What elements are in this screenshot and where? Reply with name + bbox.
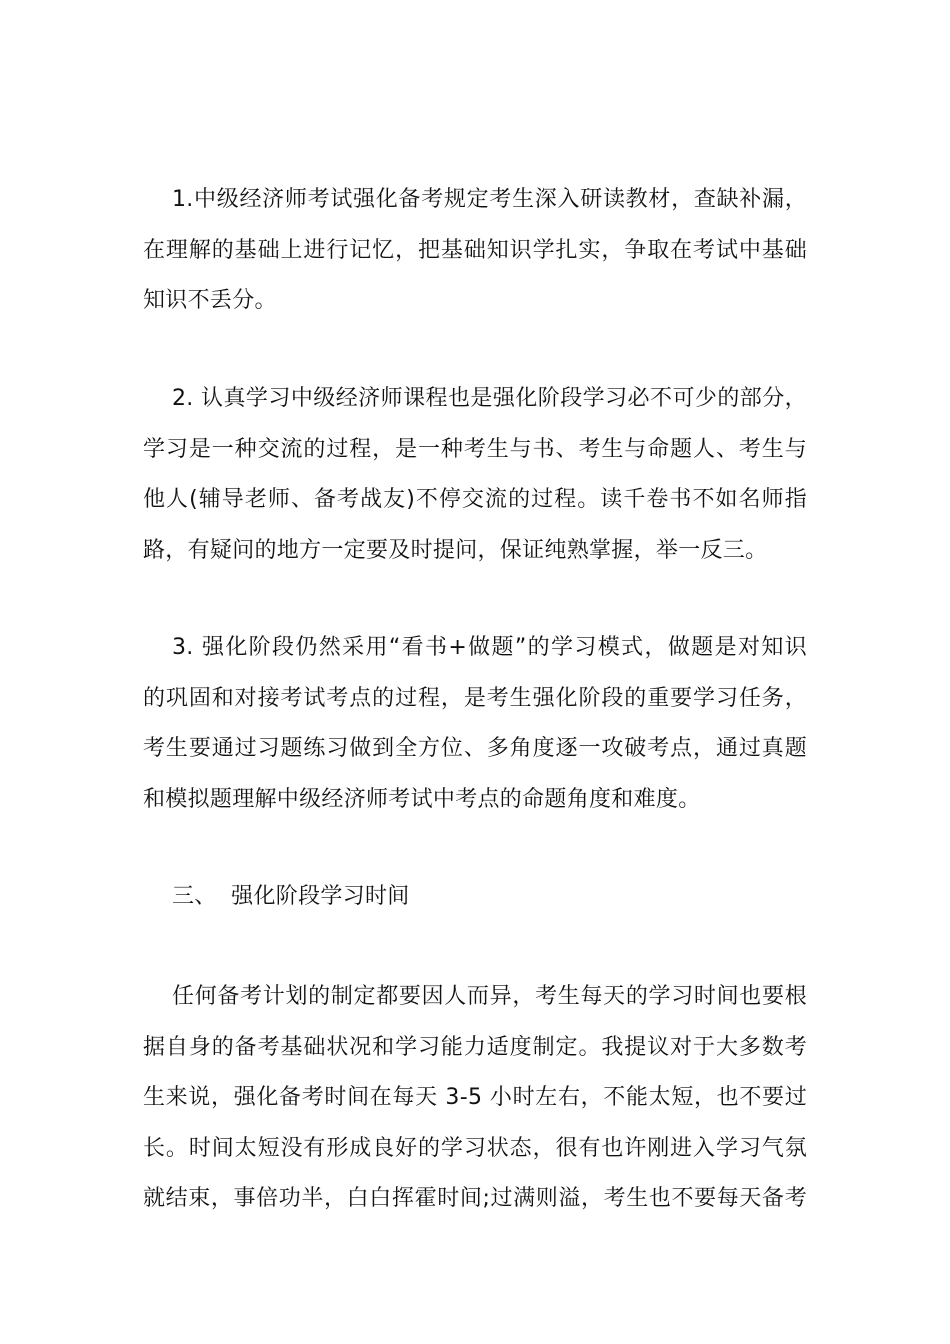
paragraph-line: 生来说，强化备考时间在每天 3-5 小时左右，不能太短，也不要过 bbox=[143, 1085, 807, 1110]
paragraph-line: 任何备考计划的制定都要因人而异，考生每天的学习时间也要根 bbox=[172, 984, 807, 1009]
paragraph-line: 的巩固和对接考试考点的过程，是考生强化阶段的重要学习任务， bbox=[143, 685, 807, 711]
paragraph-3 bbox=[143, 623, 807, 825]
paragraph-line: 据自身的备考基础状况和学习能力适度制定。我提议对于大多数考 bbox=[143, 1034, 807, 1060]
paragraph-line: 3. 强化阶段仍然采用“看书+做题”的学习模式，做题是对知识 bbox=[172, 635, 807, 660]
paragraph-line: 1.中级经济师考试强化备考规定考生深入研读教材，查缺补漏， bbox=[172, 187, 807, 212]
paragraph-2 bbox=[143, 374, 807, 576]
section-heading-text: 三、 强化阶段学习时间 bbox=[172, 884, 410, 909]
section-heading bbox=[143, 872, 807, 923]
paragraph-line: 知识不丢分。 bbox=[143, 288, 277, 313]
paragraph-line: 就结束，事倍功半，白白挥霍时间;过满则溢，考生也不要每天备考 bbox=[143, 1186, 807, 1211]
paragraph-line: 路，有疑问的地方一定要及时提问，保证纯熟掌握，举一反三。 bbox=[143, 537, 768, 563]
paragraph-1 bbox=[143, 175, 807, 327]
paragraph-line: 2. 认真学习中级经济师课程也是强化阶段学习必不可少的部分， bbox=[172, 386, 807, 411]
paragraph-4 bbox=[143, 972, 807, 1225]
paragraph-line: 在理解的基础上进行记忆，把基础知识学扎实，争取在考试中基础 bbox=[143, 237, 807, 263]
paragraph-line: 学习是一种交流的过程，是一种考生与书、考生与命题人、考生与 bbox=[143, 436, 807, 462]
paragraph-line: 他人(辅导老师、备考战友)不停交流的过程。读千卷书不如名师指 bbox=[143, 487, 807, 512]
paragraph-line: 长。时间太短没有形成良好的学习状态，很有也许刚进入学习气氛 bbox=[143, 1135, 807, 1161]
paragraph-line: 考生要通过习题练习做到全方位、多角度逐一攻破考点，通过真题 bbox=[143, 736, 807, 761]
paragraph-line: 和模拟题理解中级经济师考试中考点的命题角度和难度。 bbox=[143, 786, 701, 812]
